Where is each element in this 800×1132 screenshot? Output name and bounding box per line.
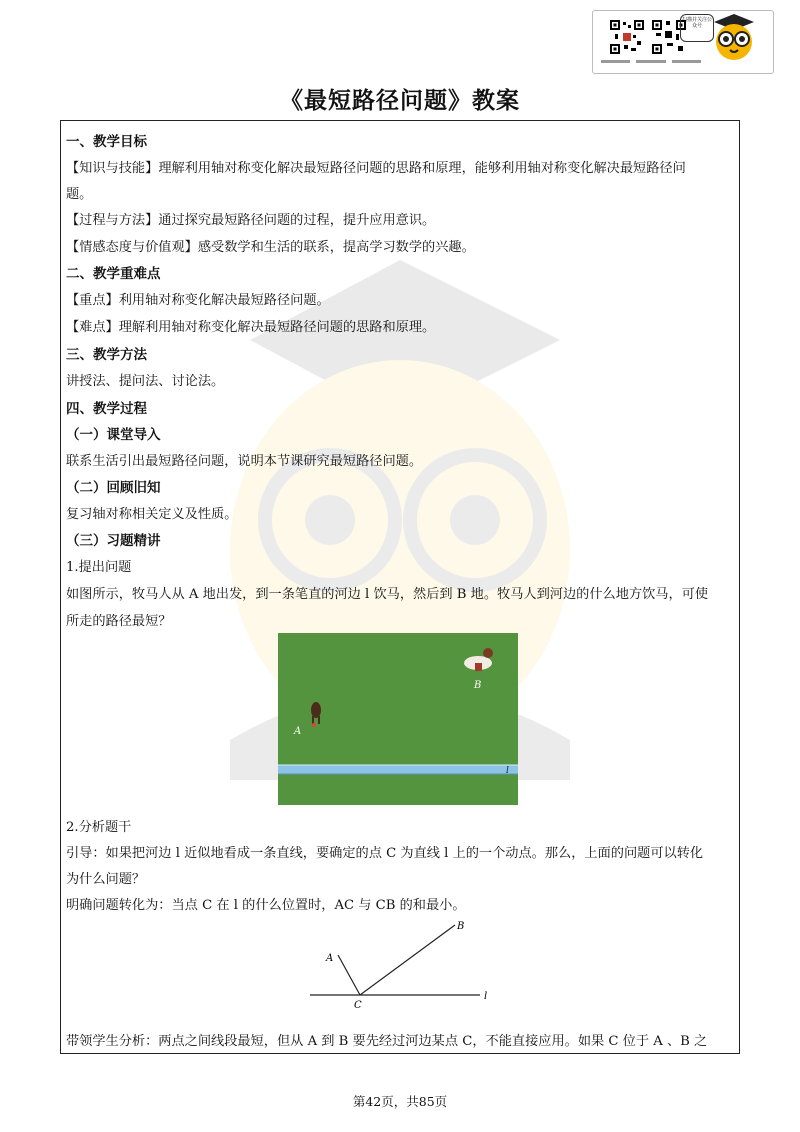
line-l-label: l <box>506 766 509 776</box>
paragraph-text: 明确问题转化为：当点 C 在 l 的什么位置时，AC 与 CB 的和最小。 <box>66 898 466 913</box>
step-heading: 2.分析题干 <box>66 820 132 835</box>
paragraph-text: 【重点】利用轴对称变化解决最短路径问题。 <box>66 293 330 308</box>
section-heading: 二、教学重难点 <box>66 266 161 282</box>
paragraph-text: 讲授法、提问法、讨论法。 <box>66 374 225 389</box>
subsection-heading: （一）课堂导入 <box>66 427 161 443</box>
river-field-illustration <box>278 633 518 805</box>
paragraph-text: 如图所示，牧马人从 A 地出发，到一条笔直的河边 l 饮马，然后到 B 地。牧马人到河边的什么地方饮马，可使 <box>66 587 709 602</box>
segment-ac <box>338 955 360 995</box>
speech-bubble: 扫描并关注公众号 <box>680 14 714 42</box>
geometry-diagram <box>300 915 500 1015</box>
qr-caption-lines <box>601 60 701 66</box>
point-b-label: B <box>457 921 465 932</box>
paragraph <box>66 157 686 176</box>
mascot-logo-icon <box>706 8 762 64</box>
paragraph-text: 引导：如果把河边 l 近似地看成一条直线，要确定的点 C 为直线 l 上的一个动点。那么，上面的问题可以转化 <box>66 846 704 861</box>
page-title: 《最短路径问题》教案 <box>280 88 520 114</box>
qr-code-icon <box>609 19 645 55</box>
subsection-heading: （二）回顾旧知 <box>66 480 161 496</box>
paragraph-text: 理解利用轴对称变化解决最短路径问题的思路和原理，能够利用轴对称变化解决最短路径问 <box>158 161 686 176</box>
paragraph-text: 题。 <box>66 187 93 202</box>
section-heading: 四、教学过程 <box>66 401 147 417</box>
paragraph-text: 【情感态度与价值观】感受数学和生活的联系，提高学习数学的兴趣。 <box>66 240 475 255</box>
section-heading: 三、教学方法 <box>66 347 147 363</box>
bracket-label: 【知识与技能】 <box>66 161 159 176</box>
step-heading: 1.提出问题 <box>66 560 132 575</box>
paragraph-text: 复习轴对称相关定义及性质。 <box>66 507 238 522</box>
point-a-label: A <box>294 726 302 737</box>
page-number: 第42页，共85页 <box>352 1094 448 1109</box>
segment-cb <box>360 925 455 995</box>
section-heading: 一、教学目标 <box>66 134 147 150</box>
paragraph-text: 带领学生分析：两点之间线段最短，但从 A 到 B 要先经过河边某点 C，不能直接应用。如果 C 位于 A 、B 之 <box>66 1034 708 1049</box>
paragraph-text: 为什么问题？ <box>66 872 146 887</box>
point-a-label: A <box>326 953 334 964</box>
paragraph-text: 【过程与方法】通过探究最短路径问题的过程，提升应用意识。 <box>66 213 436 228</box>
paragraph-text: 联系生活引出最短路径问题，说明本节课研究最短路径问题。 <box>66 454 423 469</box>
paragraph-text: 【难点】理解利用轴对称变化解决最短路径问题的思路和原理。 <box>66 320 436 335</box>
point-c-label: C <box>354 1000 362 1011</box>
line-l-label: l <box>484 991 488 1002</box>
subsection-heading: （三）习题精讲 <box>66 533 161 549</box>
paragraph-text: 所走的路径最短？ <box>66 614 172 629</box>
point-b-label: B <box>474 680 482 691</box>
